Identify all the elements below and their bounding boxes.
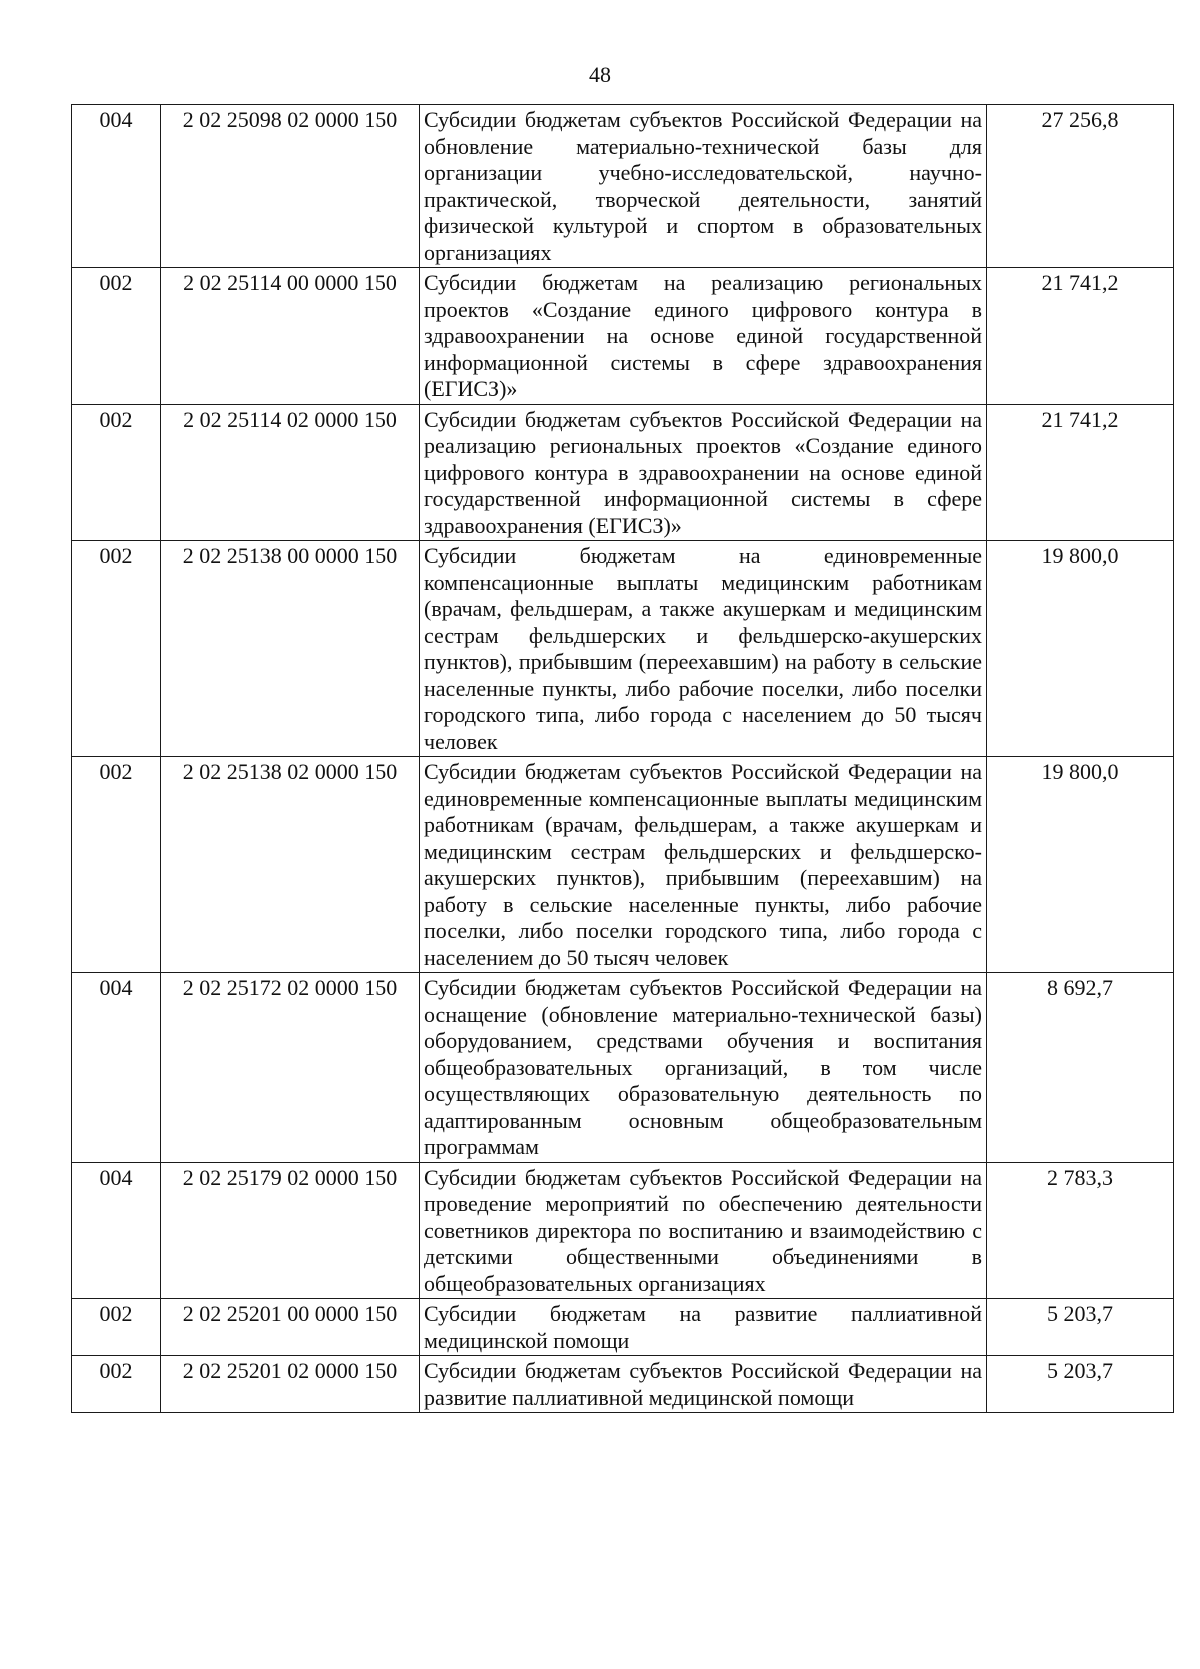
admin-code-cell: 002: [72, 404, 161, 541]
description-cell: Субсидии бюджетам субъектов Российской Федерации на единовременные компенсационные выплаты медицинским работникам (врачам, фельдшерам, а также акушеркам и медицинским сестрам фельдшерских и фельдшерско-акушерских пунктов), прибывшим (переехавшим) на работу в сельские населенные пункты, либо рабочие поселки, либо поселки городского типа, либо города с населением до 50 тысяч человек: [420, 757, 987, 973]
description-cell: Субсидии бюджетам на реализацию региональных проектов «Создание единого цифрового контура в здравоохранении на основе единой государственной информационной системы в сфере здравоохранения (ЕГИСЗ)»: [420, 268, 987, 405]
amount-cell: 8 692,7: [987, 973, 1174, 1163]
classification-code-cell: 2 02 25114 02 0000 150: [161, 404, 420, 541]
description-cell: Субсидии бюджетам субъектов Российской Федерации на обновление материально-технической базы для организации учебно-исследовательской, научно-практической, творческой деятельности, занятий физической культурой и спортом в образовательных организациях: [420, 105, 987, 268]
description-cell: Субсидии бюджетам на развитие паллиативной медицинской помощи: [420, 1299, 987, 1356]
table-row: [72, 105, 1174, 268]
amount-cell: 21 741,2: [987, 404, 1174, 541]
amount-cell: 19 800,0: [987, 757, 1174, 973]
admin-code-cell: 002: [72, 757, 161, 973]
classification-code-cell: 2 02 25114 00 0000 150: [161, 268, 420, 405]
admin-code-cell: 004: [72, 1162, 161, 1299]
page-number: 48: [589, 62, 611, 87]
description-cell: Субсидии бюджетам субъектов Российской Федерации на оснащение (обновление материально-технической базы) оборудованием, средствами обучения и воспитания общеобразовательных организаций, в том числе осуществляющих образовательную деятельность по адаптированным основным общеобразовательным программам: [420, 973, 987, 1163]
admin-code-cell: 002: [72, 268, 161, 405]
table-row: [72, 541, 1174, 757]
table-row: [72, 1356, 1174, 1413]
description-cell: Субсидии бюджетам на единовременные компенсационные выплаты медицинским работникам (врачам, фельдшерам, а также акушеркам и медицинским сестрам фельдшерских и фельдшерско-акушерских пунктов), прибывшим (переехавшим) на работу в сельские населенные пункты, либо рабочие поселки, либо поселки городского типа, либо города с населением до 50 тысяч человек: [420, 541, 987, 757]
table-row: [72, 757, 1174, 973]
classification-code-cell: 2 02 25172 02 0000 150: [161, 973, 420, 1163]
classification-code-cell: 2 02 25138 00 0000 150: [161, 541, 420, 757]
table-row: [72, 973, 1174, 1163]
amount-cell: 5 203,7: [987, 1356, 1174, 1413]
description-cell: Субсидии бюджетам субъектов Российской Федерации на реализацию региональных проектов «Создание единого цифрового контура в здравоохранении на основе единой государственной информационной системы в сфере здравоохранения (ЕГИСЗ)»: [420, 404, 987, 541]
amount-cell: 2 783,3: [987, 1162, 1174, 1299]
amount-cell: 19 800,0: [987, 541, 1174, 757]
classification-code-cell: 2 02 25138 02 0000 150: [161, 757, 420, 973]
description-cell: Субсидии бюджетам субъектов Российской Федерации на проведение мероприятий по обеспечению деятельности советников директора по воспитанию и взаимодействию с детскими общественными объединениями в общеобразовательных организациях: [420, 1162, 987, 1299]
classification-code-cell: 2 02 25179 02 0000 150: [161, 1162, 420, 1299]
admin-code-cell: 002: [72, 541, 161, 757]
amount-cell: 21 741,2: [987, 268, 1174, 405]
budget-revenue-table: [71, 104, 1174, 1413]
classification-code-cell: 2 02 25201 00 0000 150: [161, 1299, 420, 1356]
admin-code-cell: 004: [72, 105, 161, 268]
classification-code-cell: 2 02 25201 02 0000 150: [161, 1356, 420, 1413]
table-body: [72, 105, 1174, 1413]
table-row: [72, 1162, 1174, 1299]
admin-code-cell: 002: [72, 1356, 161, 1413]
admin-code-cell: 004: [72, 973, 161, 1163]
amount-cell: 27 256,8: [987, 105, 1174, 268]
amount-cell: 5 203,7: [987, 1299, 1174, 1356]
description-cell: Субсидии бюджетам субъектов Российской Федерации на развитие паллиативной медицинской помощи: [420, 1356, 987, 1413]
table-row: [72, 268, 1174, 405]
table-row: [72, 404, 1174, 541]
classification-code-cell: 2 02 25098 02 0000 150: [161, 105, 420, 268]
admin-code-cell: 002: [72, 1299, 161, 1356]
table-row: [72, 1299, 1174, 1356]
